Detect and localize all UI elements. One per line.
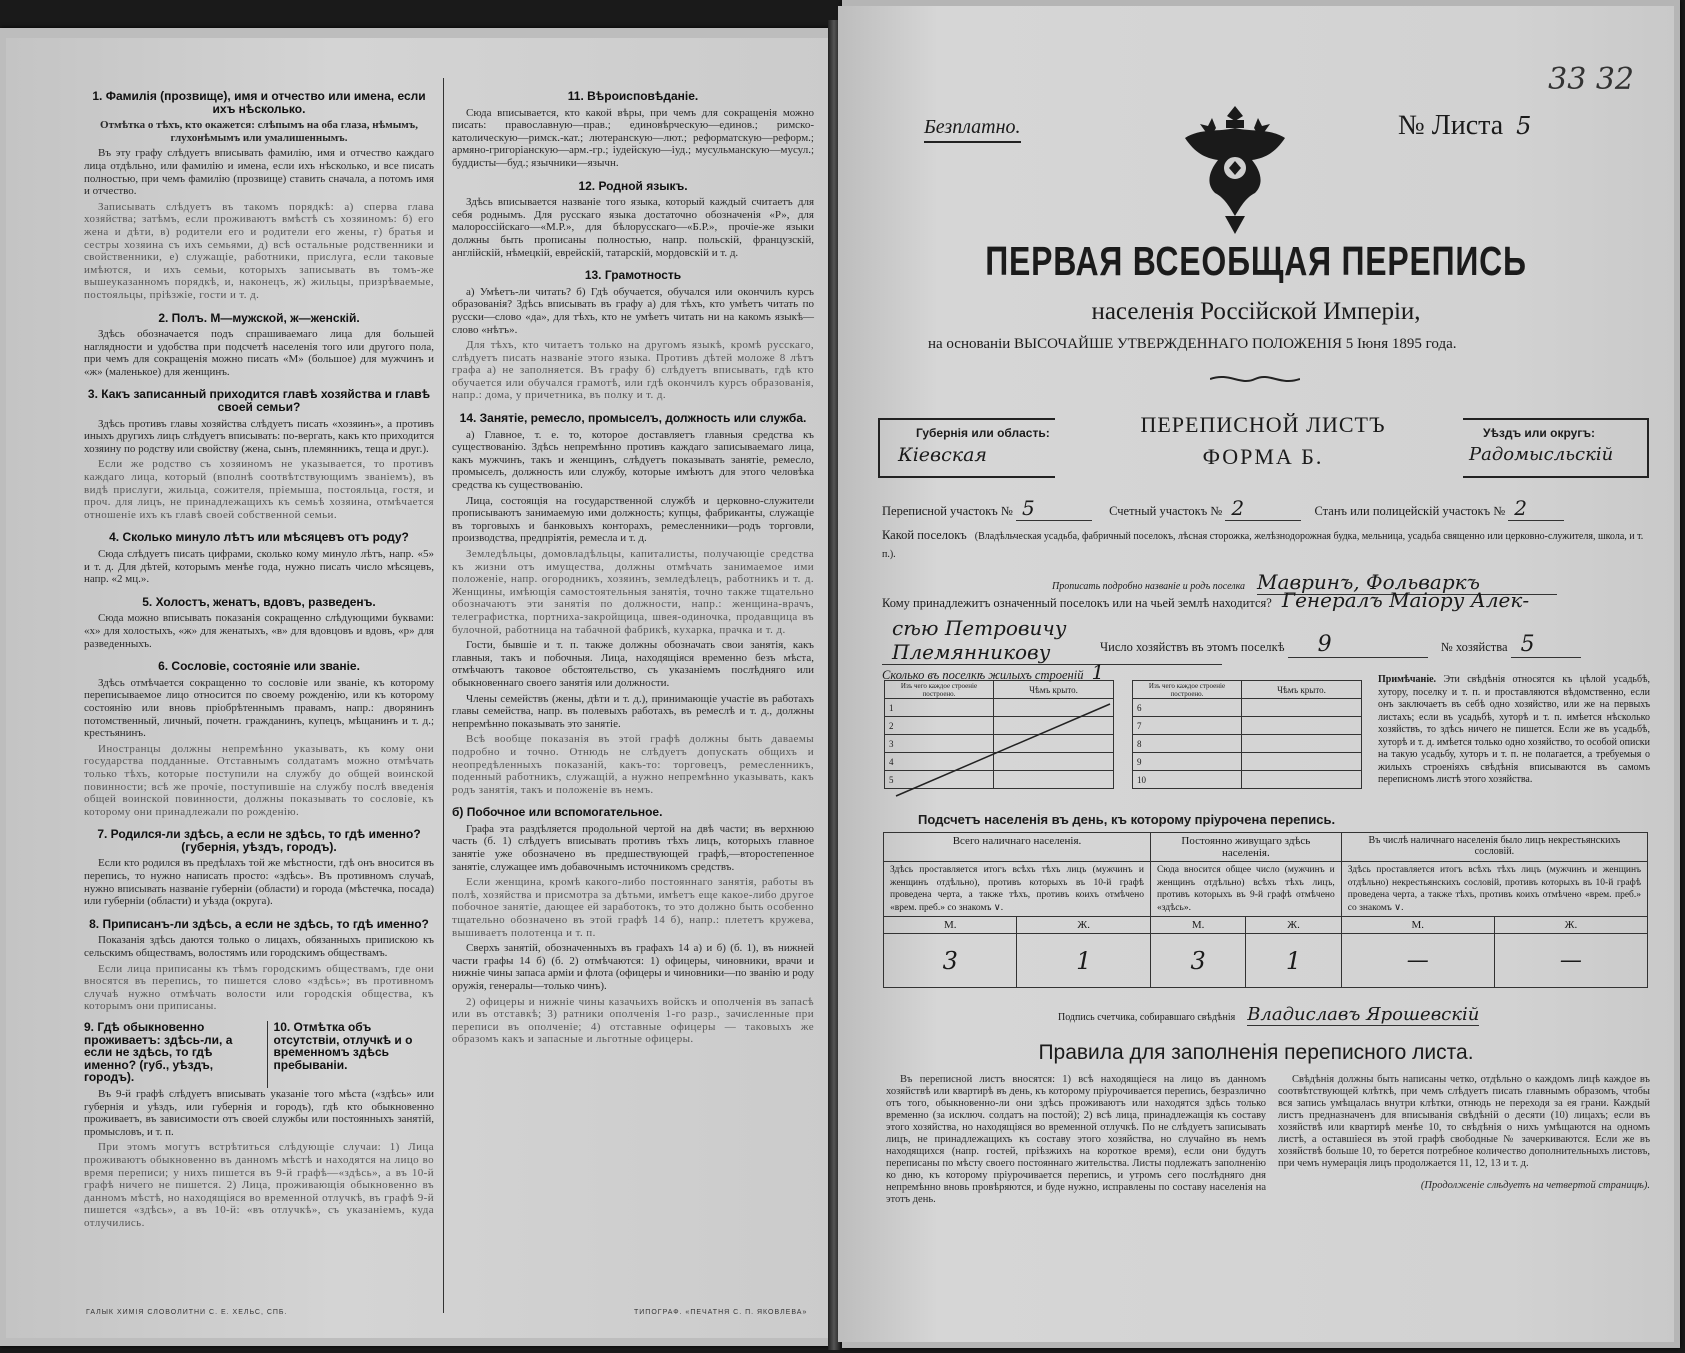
table-row [884, 862, 1648, 917]
instructions-column-1 [84, 80, 434, 1233]
male-header: М. [1341, 917, 1494, 934]
section-text: а) Главное, т. е. то, которое доставляетъ главныя средства къ существованію. Здѣсь непремѣнно противъ каждаго записываемаго лица, какъ мужчинъ, такъ и женщинъ, слѣдуетъ показывать занятіе, ремесло, промыселъ, должность или службу, которые имѣютъ для этого человѣка средства къ существованію. [452, 428, 814, 492]
buildings-label: Сколько въ поселкѣ жилыхъ строеній [882, 668, 1084, 682]
table-row [1133, 717, 1362, 735]
column-header: Чѣмъ крыто. [1242, 681, 1362, 699]
section-text: Гости, бывшіе и т. п. также должны обозначать свои занятія, какъ главныя, такъ и побочныя. Лица, находящіяся временно безъ мѣста, отмѣчаютъ таковое обстоятельство, съ указаніемъ послѣдняго или обыкновеннаго своего занятія или должности. [452, 639, 814, 689]
row-number: 7 [1133, 717, 1242, 735]
filler-text: Для тѣхъ, кто читаетъ только на другомъ языкѣ, кромѣ русскаго, слѣдуетъ писать названіе этого языка. Противъ дѣтей моложе 8 лѣтъ графа а) не заполняется. Въ графу б) слѣдуетъ вписывать, гдѣ кто обучается или обучался грамотѣ, или гдѣ окончилъ курсъ образованія, напр.: дома, у причетника, въ полку и т. д. [452, 339, 814, 402]
count-section-value: 2 [1225, 496, 1301, 521]
column-header: Въ числѣ наличнаго населенія было лицъ некрестьянскихъ сословій. [1341, 833, 1647, 862]
right-page [838, 6, 1674, 1342]
filler-text: Если женщина, кромѣ какого-либо постояннаго занятія, работы въ полѣ, хозяйства и присмотра за дѣтьми, имѣетъ еще какое-либо другое побочное занятіе, дающее ей заработокъ, то это должно быть особенно тщательно обозначено въ этой графѣ 14 б), напр.: плететъ кружева, вышиваетъ полотенца и т. п. [452, 876, 814, 939]
settlement-row [882, 526, 1652, 595]
filler-text: При этомъ могутъ встрѣтиться слѣдующіе случаи: 1) Лица проживаютъ обыкновенно въ данномъ мѣстѣ и находятся на лицо во время переписи; у нихъ пишется въ 9-й графѣ—«здѣсь», а въ 10-й графѣ ничего не пишется. 2) Лица, проживающія обыкновенно въ данномъ мѣстѣ, но находящіяся во временной отлучкѣ, въ графѣ 9-й пишется «здѣсь», а въ 10-й: «въ отлучкѣ», съ указаніемъ, куда отлучились. [84, 1141, 434, 1229]
form-header-boxes [878, 412, 1650, 478]
description-cell: Здѣсь проставляется итогъ всѣхъ тѣхъ лицъ (мужчинъ и женщинъ отдѣльно), противъ которыхъ въ 10-й графѣ проведена черта, а также тѣхъ, противъ коихъ отмѣчено «врем. преб.» со знакомъ ∨. [884, 862, 1151, 917]
buildings-value: 1 [1091, 660, 1105, 684]
form-title-block [1063, 412, 1463, 470]
rules-column-1 [886, 1074, 1266, 1206]
instructions-column-2 [452, 80, 814, 1049]
filler-text: Если лица приписаны къ тѣмъ городскимъ обществамъ, где они вносятся въ перепись, то пишется слово «здѣсь»; въ противномъ случаѣ нужно отмѣчать волости или городскія общества, къ которымъ они приписаны. [84, 962, 434, 1013]
form-title: ПЕРЕПИСНОЙ ЛИСТЪ [1140, 412, 1386, 437]
female-header: Ж. [1494, 917, 1647, 934]
governorate-box [878, 418, 1055, 478]
section-heading: 12. Родной языкъ. [578, 178, 688, 193]
column-header: Изъ чего каждое строеніе построено. [1133, 681, 1242, 699]
table-row [1133, 699, 1362, 717]
section-text: Сверхъ занятій, обозначенныхъ въ графахъ 14 а) и б) (б. 1), въ нижней части графы 14 б) (б. 2) отмѣчаются: 1) офицеры, чиновники, врачи и нижніе чины запаса арміи и флота (офицеры и чиновники—по званію и роду оружія, генералы—только чинъ). [452, 942, 814, 992]
table-row [1133, 735, 1362, 753]
section-heading: 14. Занятіе, ремесло, промыселъ, должность или служба. [459, 411, 807, 426]
census-section-label: Переписной участокъ № [882, 504, 1013, 518]
table-row [1133, 771, 1362, 789]
rules-text-1: Въ переписной листъ вносятся: 1) всѣ находящіеся на лицо въ данномъ хозяйствѣ или квартирѣ въ день, къ которому пріурочивается перепись, безразлично отъ того, обыкновенно-ли они здѣсь проживаютъ или находятся здѣсь только временно (за исключ. солдатъ на постой); 2) всѣ лица, принадлежащія къ составу этого хозяйства, но находящіяся во временной отлучкѣ. По не слѣдуетъ записывать лицъ, не принадлежащихъ къ составу этого хозяйства, но случайно въ немъ находящихся (напр. гостей, пріѣзжихъ на короткое время), если они будутъ переписаны по мѣсту своего постояннаго жительства. Листы подлежатъ заполненію ко дню, къ которому пріурочивается перепись, и утромъ сего послѣдняго дня непремѣнно вновь провѣряются, и буде нужно, исправлены по составу населенія на этотъ день. [886, 1074, 1266, 1205]
governorate-value: Кіевская [898, 444, 987, 466]
section-text: Графа эта раздѣляется продольной чертой на двѣ части; въ верхнюю часть (б. 1) слѣдуетъ вписывать противъ тѣхъ лицъ, которыхъ главное занятіе уже обозначено въ предшествующей графѣ,—второстепенное занятіе, служащее имъ добавочнымъ источникомъ средствъ. [452, 822, 814, 873]
section-text: Въ 9-й графѣ слѣдуетъ вписывать указаніе того мѣста («здѣсь» или губернія и уѣздъ, или губернія и городъ), гдѣ кто обыкновенно проживаетъ, въ зависимости отъ своей службы или постоянныхъ занятій, промысловъ, и т. п. [84, 1087, 434, 1138]
section-text: Въ эту графу слѣдуетъ вписывать фамилію, имя и отчество каждаго лица отдѣльно, или фамилію и имена, если ихъ нѣсколько, и все писать полностью, при чемъ фамилію (прозвище) ставить сначала, а потомъ имя и отчество. [84, 147, 434, 198]
settlement-value: Мавринъ, Фольваркъ [1257, 570, 1557, 595]
households-row [1100, 632, 1660, 658]
description-cell: Здѣсь проставляется итогъ всѣхъ тѣхъ лицъ (мужчинъ и женщинъ отдѣльно) некрестьянскихъ сословій, противъ которыхъ въ 10-й графѣ проведена черта, а также тѣхъ, противъ коихъ отмѣчено «врем. преб.» со знакомъ ∨. [1341, 862, 1647, 917]
rules-title: Правила для заполненія переписного листа. [1038, 1041, 1474, 1064]
settlement-hint-2: Прописать подробно названіе и родъ поселка [1052, 581, 1246, 592]
section-heading: 9. Гдѣ обыкновенно проживаетъ: здѣсь-ли, а если не здѣсь, то гдѣ именно? (губ., уѣздъ, городъ). [84, 1020, 233, 1085]
section-heading: 4. Сколько минуло лѣтъ или мѣсяцевъ отъ роду? [109, 530, 409, 545]
note-label: Примѣчаніе. [1378, 674, 1437, 685]
sheet-number [1398, 110, 1531, 142]
document-title: ПЕРВАЯ ВСЕОБЩАЯ ПЕРЕПИСЬ [985, 238, 1527, 284]
row-number: 10 [1133, 771, 1242, 789]
filler-text: Всѣ вообще показанія въ этой графѣ должны быть даваемы подробно и точно. Отнюдь не слѣдуетъ допускать общихъ и неопредѣленныхъ показаній, какъ-то: торговецъ, ремесленникъ, поденный работникъ, служащій, а нужно непремѣнно указывать, какъ родъ занятія, такъ и положеніе въ немъ. [452, 733, 814, 796]
buildings-note [1378, 674, 1650, 787]
table-header [1133, 681, 1362, 699]
section-text: Лица, состоящія на государственной службѣ и церковно-служители прописываютъ занимаемую ими должность; купцы, фабриканты, служащіе въ торговыхъ и банковыхъ конторахъ, ремесленники—родъ торговли, производства, предпріятія, ремесла и т. д. [452, 494, 814, 545]
settlement-hint: (Владѣльческая усадьба, фабричный поселокъ, лѣсная сторожка, желѣзнодорожная будка, мельница, усадьба священно или церковно-служителя, школа, и т. п.). [882, 531, 1644, 560]
column-divider [443, 78, 444, 1313]
settlement-label: Какой поселокъ [882, 528, 967, 542]
section-text: Здѣсь отмѣчается сокращенно то сословіе или званіе, къ которому переписываемое лицо относится по своему рожденію, или къ которому состоянію или вновь пріобрѣтеннымъ правамъ, напр.: дворянинъ потомственный, личный, почетн. гражданинъ, купецъ, мѣщанинъ и т. д.; крестьянинъ. [84, 676, 434, 740]
household-no-value: 5 [1511, 632, 1581, 658]
form-subtitle: ФОРМА Б. [1202, 444, 1324, 469]
stan-label: Станъ или полицейскій участокъ № [1314, 504, 1506, 518]
section-text: Сюда вписывается, кто какой вѣры, при чемъ для сокращенія можно писать: православную—прав.; единовѣрческую—единов.; римско-католическую—римск.-кат.; лютеранскую—лют.; реформатскую—реформ.; армяно-григоріанскую—арм.-гр.; іудейскую—іуд.; мусульманскую—мусул.; буддисты—буд.; язычники—язычн. [452, 106, 814, 169]
sheet-number-value: 5 [1516, 112, 1532, 140]
table-row [884, 917, 1648, 934]
signature-label: Подпись счетчика, собиравшаго свѣдѣнія [1058, 1012, 1236, 1023]
legal-basis: на основаніи ВЫСОЧАЙШЕ УТВЕРЖДЕННАГО ПОЛОЖЕНІЯ 5 Іюня 1895 года. [928, 336, 1457, 352]
row-number: 8 [1133, 735, 1242, 753]
row-number: 2 [885, 717, 994, 735]
left-footer-left: ГАЛЫК ХИМІЯ СЛОВОЛИТНИ С. Е. ХЕЛЬС, СПБ. [86, 1309, 288, 1316]
archive-folio-number: 33 32 [1548, 62, 1634, 97]
count-section-label: Счетный участокъ № [1109, 504, 1223, 518]
district-value: Радомысльскій [1469, 444, 1614, 465]
section-text: Отмѣтка о тѣхъ, кто окажется: слѣпымъ на оба глаза, нѣмымъ, глухонѣмымъ или умалишеннымъ. [100, 119, 418, 144]
sheet-number-label: № Листа [1398, 110, 1504, 141]
left-footer-right: ТИПОГРАФ. «ПЕЧАТНЯ С. П. ЯКОВЛЕВА» [634, 1309, 808, 1316]
free-label: Безплатно. [924, 116, 1021, 143]
row-number: 4 [885, 753, 994, 771]
owner-value-1: Генералъ Маіору Алек- [1281, 588, 1530, 612]
section-numbers-row [882, 496, 1652, 521]
filler-text: Земледѣльцы, домовладѣльцы, капиталисты, получающіе средства къ жизни отъ имущества, должны отмѣчать занимаемое ими положеніе, напр. огородникъ, хозяинъ, земледѣлецъ, работникъ и т. д. Женщины, имѣющія самостоятельныя занятія, точно также тщательно обозначаютъ эти занятія по должности, напр.: женщина-врачъ, телеграфистка, портниха-закройщица, швея-одиночка, продавщица въ булочной, работница на табачной фабрикѣ, кухарка, прачка и т. д. [452, 548, 814, 636]
section-heading: 3. Какъ записанный приходится главѣ хозяйства и главѣ своей семьи? [87, 387, 431, 415]
stan-value: 2 [1508, 496, 1564, 521]
section-text: Показанія здѣсь даются только о лицахъ, обязанныхъ припискою къ сельскимъ обществамъ, волостямъ или городскимъ обществамъ. [84, 934, 434, 960]
row-number: 9 [1133, 753, 1242, 771]
table-header [884, 833, 1648, 862]
nonpeasant-male-count: — [1341, 934, 1494, 988]
permanent-female-count: 1 [1246, 934, 1341, 988]
section-heading: 6. Сословіе, состояніе или званіе. [158, 659, 360, 674]
column-header: Изъ чего каждое строеніе построено. [885, 681, 994, 699]
decorative-divider [1210, 372, 1300, 386]
section-text: Сюда можно вписывать показанія сокращенно слѣдующими буквами: «х» для холостыхъ, «ж» для женатыхъ, «в» для вдовцовъ и вдовъ, «р» для разведенныхъ. [84, 612, 434, 650]
rules-text-2: Свѣдѣнія должны быть написаны четко, отдѣльно о каждомъ лицѣ каждое въ соотвѣтствующей клѣткѣ, при чемъ слѣдуетъ писать главнымъ образомъ, чтобы вся запись умѣщалась внутри клѣтки, отнюдь не переходя за ея грани. Каждый листъ предназначенъ для вписыванія свѣдѣній о десяти (10) лицахъ; если въ хозяйствѣ или квартирѣ менѣе 10, то свѣдѣнія о нихъ умѣщаются на одномъ листѣ, а оставшіеся въ этой графѣ свободные № зачеркиваются. Если же въ хозяйствѣ больше 10, то берется потребное количество дополнительныхъ листовъ, при чемъ нумерація лицъ продолжается 11, 12, 13 и т. д. [1278, 1074, 1650, 1169]
section-text: Здѣсь противъ главы хозяйства слѣдуетъ писать «хозяинъ», а противъ иныхъ другихъ лицъ слѣдуетъ вписывать: по-вергать, какъ кто приходится хозяину по родству или свойству (жена, сынъ, племянникъ, теща и друг.). [84, 417, 434, 455]
section-heading: 5. Холостъ, женатъ, вдовъ, разведенъ. [142, 594, 376, 609]
section-text: Здѣсь обозначается подъ спрашиваемаго лица для большей наглядности и удобства при подсчетѣ населенія того или другого пола, при чемъ для сокращенія можно писать «М» (большое) для мужчинъ и «ж» (маленькое) для женщинъ. [84, 328, 434, 378]
census-section-value: 5 [1016, 496, 1092, 521]
table-row [1133, 753, 1362, 771]
population-summary-table [883, 832, 1648, 988]
row-number: 6 [1133, 699, 1242, 717]
row-number: 1 [885, 699, 994, 717]
table-row [884, 934, 1648, 988]
nonpeasant-female-count: — [1494, 934, 1647, 988]
district-label: Уѣздъ или округъ: [1483, 426, 1596, 440]
section-text: Если кто родился въ предѣлахъ той же мѣстности, гдѣ онъ вносится въ перепись, то нужно написать просто: «здѣсь». Въ противномъ случаѣ, нужно вписывать названіе губерніи (области) и города (мѣстечка, посада) или губерніи (области) и уѣзда (округа). [84, 857, 434, 908]
section-heading: 13. Грамотность [584, 268, 682, 283]
present-male-count: 3 [884, 934, 1017, 988]
owner-value-2: сѣю Петровичу Племянникову [882, 616, 1222, 665]
district-box [1463, 418, 1649, 478]
summary-title: Подсчетъ населенія въ день, къ которому пріурочена перепись. [918, 812, 1336, 827]
section-text: Здѣсь вписывается названіе того языка, который каждый считаетъ для себя роднымъ. Для русскаго языка достаточно обозначенія «Р», для малороссійскаго—«М.Р.», для бѣлорусскаго—«Б.Р.», прочіе-же языки должны быть прописаны полностью, напр. польскій, французскій, англійскій, нѣмецкій, еврейскій, татарскій, мордовскій и т. д. [452, 196, 814, 259]
document-subtitle: населенія Россійской Имперіи, [1091, 298, 1421, 325]
description-cell: Сюда вносится общее число (мужчинъ и женщинъ отдѣльно) всѣхъ тѣхъ лицъ, противъ которыхъ въ 9-й графѣ отмѣчено «здѣсь». [1150, 862, 1341, 917]
filler-text: Иностранцы должны непремѣнно указывать, къ кому они государства подданные. Отставнымъ солдатамъ можно отмѣчать только тѣхъ, которые поступили на службу до общей воинской повинности; всѣ же прочіе, поступившіе на службу послѣ введенія общей воинской повинности, должны показывать то сословіе, къ которому они принадлежали по рожденію. [84, 742, 434, 818]
households-label: Число хозяйствъ въ этомъ поселкѣ [1100, 640, 1285, 654]
male-header: М. [884, 917, 1017, 934]
column-header: Постоянно живущаго здѣсь населенія. [1150, 833, 1341, 862]
row-number: 5 [885, 771, 994, 789]
filler-text: 2) офицеры и нижніе чины казачьихъ войскъ и ополченія въ запасѣ или въ отставкѣ; 3) ратники ополченія 1-го разр., зачисленные при переписи въ ополченіе; 4) отставные офицеры — таковыхъ же образомъ какъ и запасные и льготные офицеры. [452, 995, 814, 1046]
section-text: а) Умѣетъ-ли читать? б) Гдѣ обучается, обучался или окончилъ курсъ образованія? Здѣсь вписывать въ графу а) для тѣхъ, кто умѣетъ читать по русски—слово «да», для тѣхъ, кто не умѣетъ читать ни на какомъ языкѣ—слово «нѣтъ». [452, 285, 814, 336]
filler-text: Записывать слѣдуетъ въ такомъ порядкѣ: а) сперва глава хозяйства; затѣмъ, если проживаютъ вмѣстѣ съ хозяиномъ: б) его жена и дѣти, в) родители его и родители его жены, г) братья и сестры хозяина съ ихъ семьями, д) всѣ остальные родственники и свойственники, е) служащіе, работники, прислуга, если таковые имѣются, и ихъ семьи, которыхъ записывать въ томъ-же вышеуказанномъ порядкѣ, и, наконецъ, ж) жильцы, призрѣваемые, постояльцы, пріѣзжіе, гости и т. д. [84, 200, 434, 301]
section-heading: 8. Приписанъ-ли здѣсь, а если не здѣсь, то гдѣ именно? [89, 916, 429, 931]
imperial-eagle-icon [1180, 98, 1290, 238]
table-header [885, 681, 1114, 699]
row-number: 3 [885, 735, 994, 753]
male-header: М. [1150, 917, 1245, 934]
section-text: Сюда слѣдуетъ писать цифрами, сколько кому минуло лѣтъ, напр. «5» и т. д. Для дѣтей, которымъ менѣе года, нужно писать число мѣсяцевъ, напр. «2 мц.». [84, 548, 434, 586]
signature-value: Владиславъ Ярошевскій [1247, 1004, 1480, 1025]
section-heading: 11. Вѣроисповѣданіе. [567, 89, 699, 103]
continued-note: (Продолженіе слѣдуетъ на четвертой страницѣ). [1420, 1180, 1650, 1191]
left-page [6, 38, 834, 1338]
section-heading: 7. Родился-ли здѣсь, а если не здѣсь, то гдѣ именно? (губернія, уѣздъ, городъ). [97, 827, 421, 854]
section-heading: б) Побочное или вспомогательное. [452, 805, 663, 820]
governorate-label: Губернія или область: [916, 426, 1050, 440]
female-header: Ж. [1017, 917, 1151, 934]
section-text: Члены семействъ (жены, дѣти и т. д.), принимающіе участіе въ работахъ главы семейства, напр. въ полевыхъ работахъ, въ ремеслѣ и т. д., должны непремѣнно показывать это занятіе. [452, 692, 814, 730]
column-header: Чѣмъ крыто. [994, 681, 1114, 699]
section-heading: 1. Фамилія (прозвище), имя и отчество или имена, если ихъ нѣсколько. [92, 89, 426, 116]
rules-column-2 [1278, 1074, 1650, 1192]
filler-text: Если же родство съ хозяиномъ не указывается, то противъ каждаго лица, который (вполнѣ соотвѣтствующимъ званіемъ), въ видѣ прислуги, жильца, сожителя, пріемыша, постояльца, гостя, и проч. для лицъ, не принадлежащихъ къ семьѣ хозяина, отмѣчается отношеніе ихъ къ главѣ своей собственной семьи. [84, 458, 434, 521]
permanent-male-count: 3 [1150, 934, 1245, 988]
household-no-label: № хозяйства [1440, 640, 1508, 654]
section-heading: 10. Отмѣтка объ отсутствіи, отлучкѣ и о временномъ здѣсь пребываніи. [273, 1020, 413, 1072]
households-value: 9 [1288, 632, 1428, 658]
owner-label: Кому принадлежитъ означенный поселокъ или на чьей землѣ находится? [882, 596, 1272, 610]
section-heading: 2. Полъ. М—мужской, ж—женскій. [158, 310, 360, 325]
female-header: Ж. [1246, 917, 1341, 934]
column-header: Всего наличнаго населенія. [884, 833, 1151, 862]
cancel-strike-line [884, 700, 1114, 800]
note-text: Эти свѣдѣнія относятся къ цѣлой усадьбѣ, хутору, поселку и т. п. и проставляются вѣдомственно, если онъ заключаетъ въ себѣ одно хозяйство, или же на первыхъ листахъ; если въ усадьбѣ, хуторѣ и т. п. имѣется нѣсколько хозяйствъ, то здѣсь ничего не пишется. Если же въ усадьбѣ, хуторѣ и т. д. имѣется только одно хозяйство, то особой описки на такую усадьбу, хуторъ и т. п. не полагается, а требуемыя о жилыхъ строеніяхъ свѣдѣнія вписываются въ самомъ переписномъ листѣ этого хозяйства. [1378, 674, 1651, 785]
signature-row [1058, 1004, 1648, 1025]
buildings-table-right [1132, 680, 1362, 789]
present-female-count: 1 [1017, 934, 1151, 988]
